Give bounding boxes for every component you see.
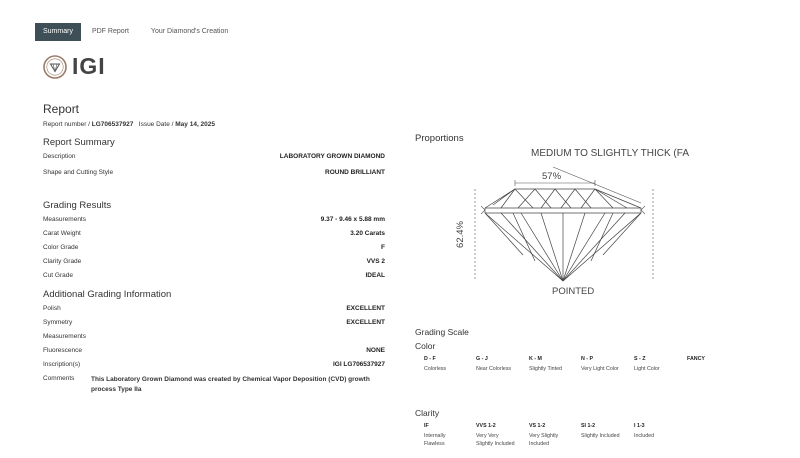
scale-desc: Internally Flawless: [424, 433, 446, 447]
row-value: IDEAL: [365, 272, 385, 279]
scale-desc: Light Color: [634, 366, 660, 372]
summary-title: Report Summary: [43, 137, 115, 148]
scale-grade: S - Z: [634, 356, 646, 362]
row-value: 9.37 - 9.46 x 5.88 mm: [320, 216, 385, 223]
color-scale-item: [529, 355, 581, 373]
comments-label: Comments: [43, 375, 75, 382]
scale-grade: VVS 1-2: [476, 423, 496, 429]
diamond-diagram-svg: [453, 143, 693, 303]
grading-scale-title: Grading Scale: [415, 327, 469, 337]
row-value: ROUND BRILLIANT: [325, 169, 385, 176]
color-scale-item: [581, 355, 621, 373]
scale-grade: SI 1-2: [581, 423, 596, 429]
igi-logo: [43, 53, 106, 80]
scale-grade: N - P: [581, 356, 594, 362]
comments-value: This Laboratory Grown Diamond was created by Chemical Vapor Deposition (CVD) growth process Type IIa: [91, 376, 370, 393]
scale-grade: VS 1-2: [529, 423, 546, 429]
row-label: Fluorescence: [43, 347, 83, 354]
row-value: F: [381, 244, 385, 251]
diamond-proportions-diagram: [453, 143, 693, 303]
clarity-scale-item: [476, 422, 516, 448]
grading-row: [43, 230, 385, 240]
grading-row: [43, 258, 385, 268]
culet-label: POINTED: [552, 286, 595, 297]
clarity-scale-item: [581, 422, 621, 440]
color-scale-item: [687, 355, 739, 365]
scale-grade: I 1-3: [634, 423, 645, 429]
additional-row: [43, 361, 385, 371]
proportions-panel: [415, 0, 800, 458]
table-percent-label: 57%: [542, 171, 562, 182]
row-value: LABORATORY GROWN DIAMOND: [279, 153, 385, 160]
scale-desc: Very Light Color: [581, 366, 619, 372]
clarity-scale-item: [424, 422, 464, 448]
scale-grade: IF: [424, 423, 429, 429]
clarity-scale-title: Clarity: [415, 408, 440, 418]
grading-row: [43, 272, 385, 282]
scale-desc: Colorless: [424, 366, 447, 372]
additional-row: [43, 319, 385, 329]
row-label: Carat Weight: [43, 230, 81, 237]
clarity-scale-item: [634, 422, 674, 440]
row-value: 3.20 Carats: [350, 230, 385, 237]
row-label: Color Grade: [43, 244, 79, 251]
report-meta: [43, 121, 215, 128]
scale-desc: Included: [634, 433, 655, 439]
logo-text: IGI: [72, 53, 106, 79]
scale-grade: K - M: [529, 356, 542, 362]
row-value: EXCELLENT: [346, 305, 385, 312]
tab-diamond-creation[interactable]: Your Diamond's Creation: [150, 28, 229, 35]
scale-desc: Near Colorless: [476, 366, 512, 372]
scale-grade: D - F: [424, 356, 436, 362]
row-label: Cut Grade: [43, 272, 73, 279]
row-value: VVS 2: [366, 258, 385, 265]
color-scale-item: [424, 355, 476, 373]
report-number-label: Report number /: [43, 121, 92, 128]
color-scale-item: [476, 355, 516, 373]
scale-desc: Very Very Slightly Included: [476, 433, 515, 447]
report-title: Report: [43, 102, 80, 116]
color-scale-title: Color: [415, 341, 436, 351]
additional-row: [43, 347, 385, 357]
row-value: NONE: [366, 347, 385, 354]
issue-date-label: Issue Date /: [138, 121, 176, 128]
summary-row: [43, 169, 385, 179]
scale-grade: FANCY: [687, 356, 705, 362]
color-scale-item: [634, 355, 686, 373]
girdle-label: MEDIUM TO SLIGHTLY THICK (FA: [531, 148, 689, 159]
depth-percent-label: 62.4%: [454, 221, 466, 248]
scale-grade: G - J: [476, 356, 488, 362]
scale-desc: Slightly Tinted: [529, 366, 562, 372]
row-label: Inscription(s): [43, 361, 81, 368]
scale-desc: Very Slightly Included: [529, 433, 559, 447]
row-label: Clarity Grade: [43, 258, 82, 265]
row-label: Symmetry: [43, 319, 73, 326]
report-number: LG706537927: [91, 121, 134, 128]
grading-row: [43, 244, 385, 254]
row-label: Description: [43, 153, 76, 160]
scale-desc: Slightly Included: [581, 433, 620, 439]
tab-pdf-report[interactable]: PDF Report: [91, 28, 129, 35]
tab-bar: [35, 23, 239, 41]
row-value: EXCELLENT: [346, 319, 385, 326]
additional-info-title: Additional Grading Information: [43, 289, 172, 300]
clarity-scale-item: [529, 422, 569, 448]
igi-seal-icon: [43, 55, 67, 79]
grading-results-title: Grading Results: [43, 200, 112, 211]
proportions-title: Proportions: [415, 133, 464, 144]
row-label: Shape and Cutting Style: [43, 169, 114, 176]
row-label: Polish: [43, 305, 61, 312]
additional-row: [43, 333, 385, 343]
tab-summary[interactable]: Summary: [35, 23, 81, 41]
row-label: Measurements: [43, 333, 86, 340]
row-label: Measurements: [43, 216, 86, 223]
summary-row: [43, 153, 385, 163]
additional-row: [43, 305, 385, 315]
row-value: IGI LG706537927: [332, 361, 385, 368]
grading-row: [43, 216, 385, 226]
issue-date: May 14, 2025: [175, 121, 216, 128]
